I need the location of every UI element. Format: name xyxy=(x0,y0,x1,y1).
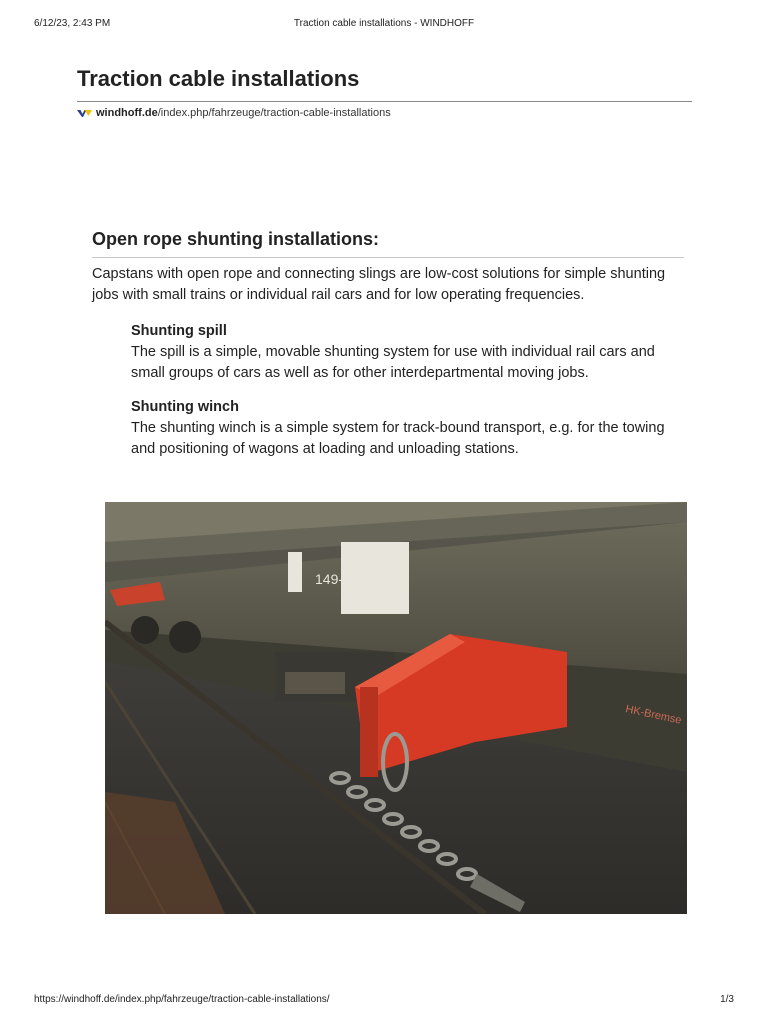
print-footer xyxy=(34,994,734,1008)
print-document-title: Traction cable installations - WINDHOFF xyxy=(293,18,475,29)
item-text: The spill is a simple, movable shunting system for use with individual rail cars and small groups of cars as well as for other interdepartmental moving jobs. xyxy=(131,344,655,381)
print-header xyxy=(34,18,734,32)
item-text: The shunting winch is a simple system for track-bound transport, e.g. for the towing and positioning of wagons at loading and unloading stations. xyxy=(131,420,665,457)
print-date: 6/12/23, 2:43 PM xyxy=(34,18,111,29)
item-heading: Shunting spill xyxy=(131,323,227,339)
title-divider xyxy=(77,101,692,102)
page-title: Traction cable installations xyxy=(77,66,360,91)
print-url: https://windhoff.de/index.php/fahrzeuge/traction-cable-installations/ xyxy=(34,994,330,1005)
section-title: Open rope shunting installations: xyxy=(92,229,380,249)
list-item xyxy=(131,397,691,460)
shunting-coupler-photo xyxy=(105,502,687,914)
source-path[interactable]: /index.php/fahrzeuge/traction-cable-installations xyxy=(157,107,391,119)
windhoff-logo-icon xyxy=(77,108,92,118)
source-link[interactable] xyxy=(77,107,391,119)
section-divider xyxy=(92,257,684,258)
page-number: 1/3 xyxy=(720,994,734,1005)
car-number-marking: 149-5 xyxy=(315,571,351,587)
section-intro: Capstans with open rope and connecting slings are low-cost solutions for simple shunting jobs with small trains or individual rail cars and for low operating frequencies. xyxy=(92,266,666,303)
source-domain[interactable]: windhoff.de xyxy=(96,107,158,119)
list-item xyxy=(131,321,691,384)
brake-lettering: HK-Bremse xyxy=(624,703,683,727)
item-heading: Shunting winch xyxy=(131,399,239,415)
